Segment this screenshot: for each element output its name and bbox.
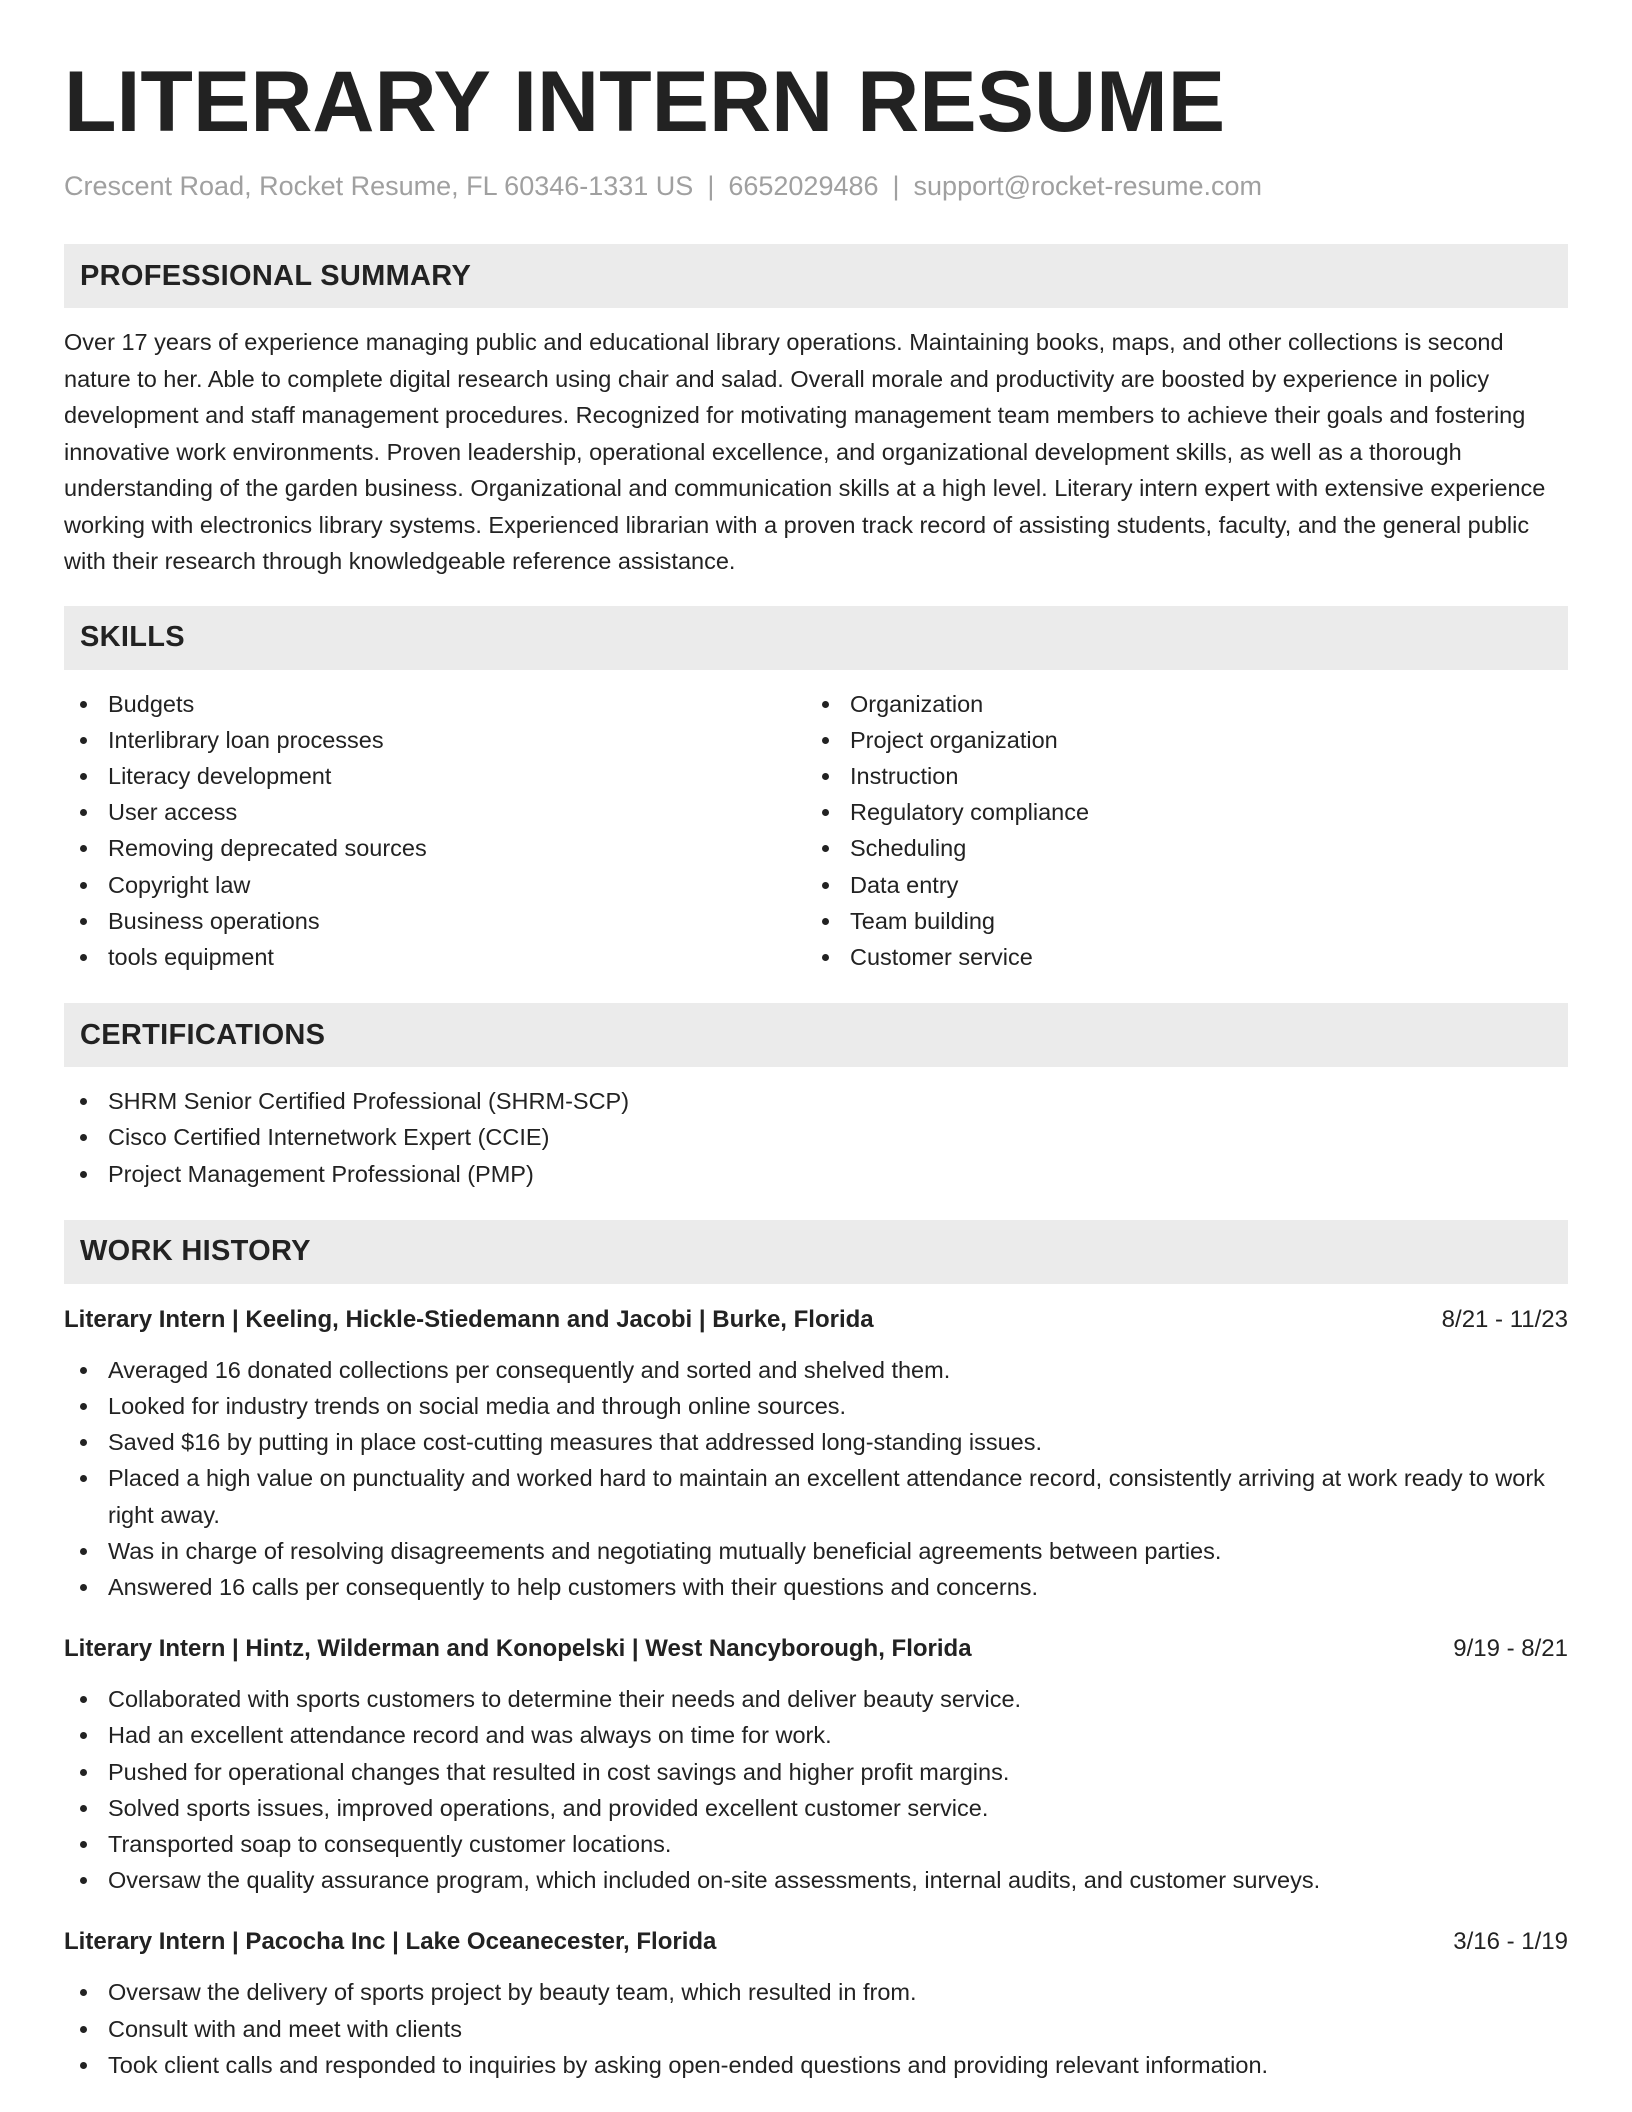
contact-address: Crescent Road, Rocket Resume, FL 60346-1331 US: [64, 171, 694, 201]
section-header-summary: PROFESSIONAL SUMMARY: [64, 244, 1568, 308]
skills-list-left: [64, 686, 806, 976]
job-bullet: Oversaw the delivery of sports project by beauty team, which resulted in from.: [64, 1974, 1568, 2010]
certification-item: Cisco Certified Internetwork Expert (CCIE): [64, 1119, 1568, 1155]
job-bullet: Collaborated with sports customers to determine their needs and deliver beauty service.: [64, 1681, 1568, 1717]
job-bullets: [64, 1974, 1568, 2083]
section-header-skills: SKILLS: [64, 606, 1568, 670]
certification-item: Project Management Professional (PMP): [64, 1156, 1568, 1192]
job-title: Literary Intern | Keeling, Hickle-Stiedemann and Jacobi | Burke, Florida: [64, 1305, 874, 1333]
job-bullet: Consult with and meet with clients: [64, 2011, 1568, 2047]
skill-item: Copyright law: [64, 867, 806, 903]
job-title: Literary Intern | Hintz, Wilderman and Konopelski | West Nancyborough, Florida: [64, 1635, 972, 1663]
skill-item: Scheduling: [806, 830, 1548, 866]
job-entry: [64, 1631, 1568, 1898]
contact-phone: 6652029486: [728, 171, 879, 201]
skill-item: tools equipment: [64, 939, 806, 975]
skill-item: Regulatory compliance: [806, 794, 1548, 830]
section-header-work-history: WORK HISTORY: [64, 1220, 1568, 1284]
job-dates: 3/16 - 1/19: [1453, 1928, 1568, 1956]
certifications-list: [64, 1083, 1568, 1192]
skill-item: Organization: [806, 686, 1548, 722]
job-bullet: Was in charge of resolving disagreements and negotiating mutually beneficial agreements between parties.: [64, 1533, 1568, 1569]
job-bullet: Took client calls and responded to inquiries by asking open-ended questions and providing relevant information.: [64, 2047, 1568, 2083]
job-entry: [64, 1924, 1568, 2083]
job-dates: 9/19 - 8/21: [1453, 1635, 1568, 1663]
job-bullet: Saved $16 by putting in place cost-cutting measures that addressed long-standing issues.: [64, 1424, 1568, 1460]
contact-separator: |: [892, 171, 900, 201]
job-bullet: Answered 16 calls per consequently to help customers with their questions and concerns.: [64, 1569, 1568, 1605]
section-header-certifications: CERTIFICATIONS: [64, 1003, 1568, 1067]
skill-item: Customer service: [806, 939, 1548, 975]
job-header: [64, 1631, 1568, 1667]
job-header: [64, 1924, 1568, 1960]
job-bullet: Averaged 16 donated collections per consequently and sorted and shelved them.: [64, 1352, 1568, 1388]
skill-item: User access: [64, 794, 806, 830]
skills-columns: [64, 686, 1568, 976]
job-bullets: [64, 1681, 1568, 1898]
contact-email: support@rocket-resume.com: [913, 171, 1263, 201]
skill-item: Data entry: [806, 867, 1548, 903]
job-dates: 8/21 - 11/23: [1441, 1305, 1568, 1333]
contact-line: [64, 168, 1568, 204]
skill-item: Budgets: [64, 686, 806, 722]
skills-list-right: [806, 686, 1548, 976]
skill-item: Team building: [806, 903, 1548, 939]
skill-item: Removing deprecated sources: [64, 830, 806, 866]
skill-item: Literacy development: [64, 758, 806, 794]
job-bullet: Had an excellent attendance record and was always on time for work.: [64, 1717, 1568, 1753]
job-title: Literary Intern | Pacocha Inc | Lake Oceanecester, Florida: [64, 1928, 717, 1956]
job-bullet: Oversaw the quality assurance program, which included on-site assessments, internal audits, and customer surveys.: [64, 1862, 1568, 1898]
skill-item: Project organization: [806, 722, 1548, 758]
job-bullet: Solved sports issues, improved operations, and provided excellent customer service.: [64, 1790, 1568, 1826]
skill-item: Interlibrary loan processes: [64, 722, 806, 758]
summary-text: Over 17 years of experience managing public and educational library operations. Maintaining books, maps, and other collections is second nature to her. Able to complete digital research using chair and salad. Overall morale and productivity are boosted by experience in policy development and staff management procedures. Recognized for motivating management team members to achieve their goals and fostering innovative work environments. Proven leadership, operational excellence, and organizational development skills, as well as a thorough understanding of the garden business. Organizational and communication skills at a high level. Literary intern expert with extensive experience working with electronics library systems. Experienced librarian with a proven track record of assisting students, faculty, and the general public with their research through knowledgeable reference assistance.: [64, 329, 1546, 574]
job-bullet: Transported soap to consequently customer locations.: [64, 1826, 1568, 1862]
certification-item: SHRM Senior Certified Professional (SHRM-SCP): [64, 1083, 1568, 1119]
job-header: [64, 1302, 1568, 1338]
page-title: LITERARY INTERN RESUME: [64, 54, 1226, 150]
skill-item: Instruction: [806, 758, 1548, 794]
job-entry: [64, 1302, 1568, 1605]
job-bullet: Looked for industry trends on social media and through online sources.: [64, 1388, 1568, 1424]
job-bullet: Pushed for operational changes that resulted in cost savings and higher profit margins.: [64, 1754, 1568, 1790]
contact-separator: |: [707, 171, 715, 201]
skill-item: Business operations: [64, 903, 806, 939]
job-bullet: Placed a high value on punctuality and worked hard to maintain an excellent attendance record, consistently arriving at work ready to work right away.: [64, 1460, 1568, 1532]
job-bullets: [64, 1352, 1568, 1605]
